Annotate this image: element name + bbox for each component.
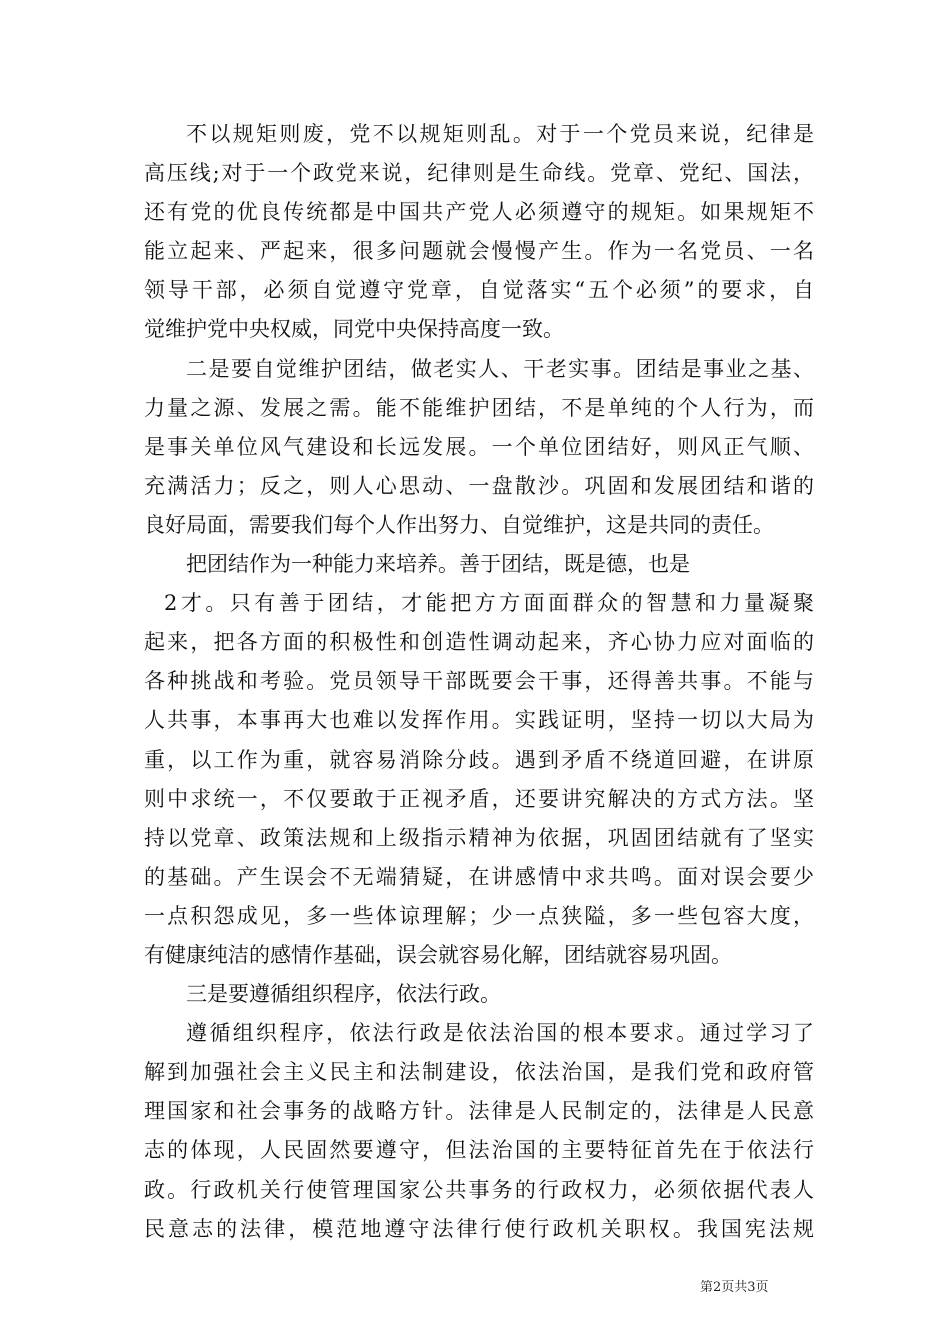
text-line: 起来，把各方面的积极性和创造性调动起来，齐心协力应对面临的 [144, 630, 814, 655]
text-line: 高压线;对于一个政党来说，纪律则是生命线。党章、党纪、国法， [144, 161, 814, 186]
text-line: 觉维护党中央权威，同党中央保持高度一致。 [144, 317, 564, 342]
text-line: 把团结作为一种能力来培养。善于团结，既是德，也是 [186, 552, 690, 577]
text-line: 二是要自觉维护团结，做老实人、干老实事。团结是事业之基、 [186, 356, 814, 381]
text-line: 人共事，本事再大也难以发挥作用。实践证明，坚持一切以大局为 [144, 708, 814, 733]
text-line: 有健康纯洁的感情作基础，误会就容易化解，团结就容易巩固。 [144, 942, 732, 967]
document-body [144, 115, 814, 1249]
text-line: 的基础。产生误会不无端猜疑，在讲感情中求共鸣。面对误会要少 [144, 864, 814, 889]
text-line: 良好局面，需要我们每个人作出努力、自觉维护，这是共同的责任。 [144, 512, 774, 537]
section-heading: 三是要遵循组织程序，依法行政。 [186, 982, 501, 1007]
text-line: 一点积怨成见，多一些体谅理解；少一点狭隘，多一些包容大度， [144, 903, 814, 928]
text-line: 民意志的法律，模范地遵守法律行使行政机关职权。我国宪法规 [144, 1216, 814, 1241]
text-line: 志的体现，人民固然要遵守，但法治国的主要特征首先在于依法行 [144, 1138, 814, 1163]
text-line: 领导干部，必须自觉遵守党章，自觉落实“五个必须”的要求，自 [144, 278, 814, 303]
text-line: 理国家和社会事务的战略方针。法律是人民制定的，法律是人民意 [144, 1099, 814, 1124]
text-line: 遵循组织程序，依法行政是依法治国的根本要求。通过学习了 [186, 1021, 814, 1046]
text-line: 充满活力；反之，则人心思动、一盘散沙。巩固和发展团结和谐的 [144, 473, 814, 498]
text-line: 政。行政机关行使管理国家公共事务的行政权力，必须依据代表人 [144, 1177, 814, 1202]
text-line: 能立起来、严起来，很多问题就会慢慢产生。作为一名党员、一名 [144, 239, 814, 264]
text-line: 重，以工作为重，就容易消除分歧。遇到矛盾不绕道回避，在讲原 [144, 747, 814, 772]
text-line: 还有党的优良传统都是中国共产党人必须遵守的规矩。如果规矩不 [144, 200, 814, 225]
text-line: 则中求统一，不仅要敢于正视矛盾，还要讲究解决的方式方法。坚 [144, 786, 814, 811]
text-line: 持以党章、政策法规和上级指示精神为依据，巩固团结就有了坚实 [144, 825, 814, 850]
text-line: 各种挑战和考验。党员领导干部既要会干事，还得善共事。不能与 [144, 669, 814, 694]
text-line: 力量之源、发展之需。能不能维护团结，不是单纯的个人行为，而 [144, 395, 814, 420]
text-line: 解到加强社会主义民主和法制建设，依法治国，是我们党和政府管 [144, 1060, 814, 1085]
text-line: 不以规矩则废，党不以规矩则乱。对于一个党员来说，纪律是 [186, 122, 814, 146]
text-line: 2才。只有善于团结，才能把方方面面群众的智慧和力量凝聚 [164, 591, 814, 616]
text-line: 是事关单位风气建设和长远发展。一个单位团结好，则风正气顺、 [144, 434, 814, 459]
page-number: 第2页共3页 [700, 1280, 769, 1295]
